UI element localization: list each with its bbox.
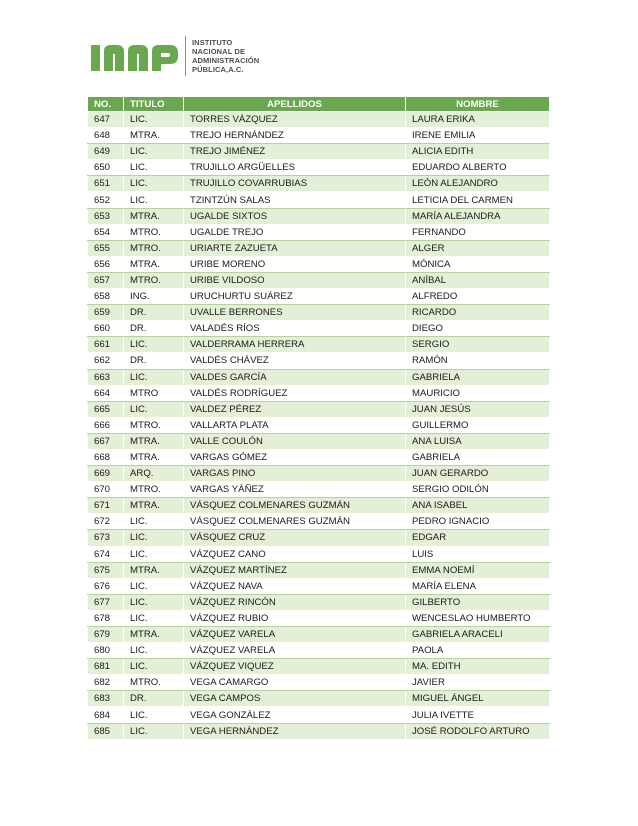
table-row bbox=[88, 594, 550, 610]
cell-nombre: MARÍA ALEJANDRA bbox=[406, 208, 550, 224]
table-row bbox=[88, 723, 550, 739]
cell-no: 672 bbox=[88, 514, 124, 530]
cell-nombre: JULIA IVETTE bbox=[406, 707, 550, 723]
cell-nombre: GILBERTO bbox=[406, 594, 550, 610]
table-row bbox=[88, 112, 550, 128]
cell-titulo: LIC. bbox=[124, 546, 184, 562]
cell-no: 678 bbox=[88, 610, 124, 626]
table-row bbox=[88, 610, 550, 626]
table-row bbox=[88, 498, 550, 514]
cell-nombre: FERNANDO bbox=[406, 224, 550, 240]
cell-no: 669 bbox=[88, 466, 124, 482]
cell-apellidos: VÁZQUEZ RUBIO bbox=[184, 610, 406, 626]
cell-no: 660 bbox=[88, 321, 124, 337]
cell-nombre: JUAN JESÚS bbox=[406, 401, 550, 417]
table-row bbox=[88, 272, 550, 288]
table-row bbox=[88, 401, 550, 417]
cell-no: 666 bbox=[88, 417, 124, 433]
cell-apellidos: VÁZQUEZ CANO bbox=[184, 546, 406, 562]
cell-titulo: MTRA. bbox=[124, 433, 184, 449]
cell-no: 668 bbox=[88, 449, 124, 465]
cell-apellidos: URIBE MORENO bbox=[184, 256, 406, 272]
cell-apellidos: VÁZQUEZ RINCÓN bbox=[184, 594, 406, 610]
cell-no: 657 bbox=[88, 272, 124, 288]
cell-nombre: RAMÓN bbox=[406, 353, 550, 369]
cell-titulo: LIC. bbox=[124, 610, 184, 626]
cell-no: 674 bbox=[88, 546, 124, 562]
cell-apellidos: VÁZQUEZ VIQUEZ bbox=[184, 659, 406, 675]
cell-nombre: RICARDO bbox=[406, 305, 550, 321]
cell-apellidos: VÁSQUEZ COLMENARES GUZMÁN bbox=[184, 498, 406, 514]
cell-titulo: MTRA. bbox=[124, 562, 184, 578]
table-row bbox=[88, 530, 550, 546]
inap-logo-mark bbox=[90, 37, 180, 75]
cell-apellidos: VARGAS GÓMEZ bbox=[184, 449, 406, 465]
cell-no: 675 bbox=[88, 562, 124, 578]
cell-titulo: DR. bbox=[124, 305, 184, 321]
cell-no: 671 bbox=[88, 498, 124, 514]
table-row bbox=[88, 433, 550, 449]
table-row bbox=[88, 240, 550, 256]
table-row bbox=[88, 675, 550, 691]
cell-no: 682 bbox=[88, 675, 124, 691]
table-row bbox=[88, 369, 550, 385]
cell-no: 679 bbox=[88, 627, 124, 643]
cell-titulo: MTRO. bbox=[124, 482, 184, 498]
cell-nombre: GUILLERMO bbox=[406, 417, 550, 433]
cell-apellidos: TRUJILLO COVARRUBIAS bbox=[184, 176, 406, 192]
cell-titulo: LIC. bbox=[124, 176, 184, 192]
cell-titulo: ING. bbox=[124, 289, 184, 305]
cell-nombre: GABRIELA bbox=[406, 449, 550, 465]
cell-no: 659 bbox=[88, 305, 124, 321]
cell-no: 653 bbox=[88, 208, 124, 224]
org-line: PÚBLICA,A.C. bbox=[192, 65, 244, 74]
table-row bbox=[88, 546, 550, 562]
table-row bbox=[88, 707, 550, 723]
cell-no: 658 bbox=[88, 289, 124, 305]
cell-no: 664 bbox=[88, 385, 124, 401]
cell-apellidos: VEGA CAMPOS bbox=[184, 691, 406, 707]
cell-no: 667 bbox=[88, 433, 124, 449]
cell-titulo: LIC. bbox=[124, 401, 184, 417]
table-row bbox=[88, 627, 550, 643]
cell-no: 676 bbox=[88, 578, 124, 594]
column-header-apellidos: APELLIDOS bbox=[184, 97, 406, 112]
cell-no: 680 bbox=[88, 643, 124, 659]
cell-no: 670 bbox=[88, 482, 124, 498]
cell-apellidos: TRUJILLO ARGÜELLES bbox=[184, 160, 406, 176]
table-row bbox=[88, 562, 550, 578]
cell-apellidos: VALDEZ PÉREZ bbox=[184, 401, 406, 417]
cell-apellidos: VÁZQUEZ MARTÍNEZ bbox=[184, 562, 406, 578]
table-row bbox=[88, 353, 550, 369]
cell-titulo: DR. bbox=[124, 691, 184, 707]
cell-titulo: LIC. bbox=[124, 707, 184, 723]
cell-no: 673 bbox=[88, 530, 124, 546]
cell-nombre: DIEGO bbox=[406, 321, 550, 337]
table-row bbox=[88, 643, 550, 659]
cell-nombre: SERGIO ODILÓN bbox=[406, 482, 550, 498]
cell-apellidos: UVALLE BERRONES bbox=[184, 305, 406, 321]
cell-apellidos: URUCHURTU SUÁREZ bbox=[184, 289, 406, 305]
cell-titulo: LIC. bbox=[124, 659, 184, 675]
cell-titulo: LIC. bbox=[124, 192, 184, 208]
table-row bbox=[88, 417, 550, 433]
table-row bbox=[88, 385, 550, 401]
logo-divider bbox=[185, 36, 186, 76]
cell-apellidos: UGALDE SIXTOS bbox=[184, 208, 406, 224]
cell-apellidos: VALDERRAMA HERRERA bbox=[184, 337, 406, 353]
cell-nombre: LETICIA DEL CARMEN bbox=[406, 192, 550, 208]
cell-titulo: LIC. bbox=[124, 530, 184, 546]
cell-apellidos: URIBE VILDOSO bbox=[184, 272, 406, 288]
cell-apellidos: TREJO JIMÉNEZ bbox=[184, 144, 406, 160]
cell-titulo: MTRO. bbox=[124, 240, 184, 256]
table-row bbox=[88, 321, 550, 337]
cell-nombre: ANA ISABEL bbox=[406, 498, 550, 514]
cell-apellidos: TZINTZÚN SALAS bbox=[184, 192, 406, 208]
cell-titulo: LIC. bbox=[124, 723, 184, 739]
cell-titulo: MTRA. bbox=[124, 449, 184, 465]
cell-titulo: MTRA. bbox=[124, 627, 184, 643]
cell-no: 649 bbox=[88, 144, 124, 160]
cell-apellidos: VALLARTA PLATA bbox=[184, 417, 406, 433]
table-row bbox=[88, 514, 550, 530]
cell-nombre: EMMA NOEMÍ bbox=[406, 562, 550, 578]
cell-nombre: ALGER bbox=[406, 240, 550, 256]
cell-titulo: LIC. bbox=[124, 112, 184, 128]
table-row bbox=[88, 289, 550, 305]
column-header-titulo: TITULO bbox=[124, 97, 184, 112]
cell-nombre: MAURICIO bbox=[406, 385, 550, 401]
organization-name bbox=[192, 38, 259, 74]
cell-nombre: JAVIER bbox=[406, 675, 550, 691]
cell-titulo: LIC. bbox=[124, 337, 184, 353]
cell-nombre: ALFREDO bbox=[406, 289, 550, 305]
cell-apellidos: VARGAS YÁÑEZ bbox=[184, 482, 406, 498]
table-row bbox=[88, 449, 550, 465]
participants-table bbox=[87, 96, 550, 740]
cell-apellidos: VÁSQUEZ CRUZ bbox=[184, 530, 406, 546]
cell-titulo: LIC. bbox=[124, 514, 184, 530]
cell-apellidos: TREJO HERNÁNDEZ bbox=[184, 128, 406, 144]
cell-no: 655 bbox=[88, 240, 124, 256]
cell-titulo: MTRO. bbox=[124, 417, 184, 433]
cell-no: 683 bbox=[88, 691, 124, 707]
cell-apellidos: VÁSQUEZ COLMENARES GUZMÁN bbox=[184, 514, 406, 530]
cell-nombre: GABRIELA ARACELI bbox=[406, 627, 550, 643]
cell-no: 677 bbox=[88, 594, 124, 610]
table-row bbox=[88, 659, 550, 675]
cell-no: 647 bbox=[88, 112, 124, 128]
table-row bbox=[88, 224, 550, 240]
cell-apellidos: VEGA GONZÁLEZ bbox=[184, 707, 406, 723]
cell-titulo: MTRO. bbox=[124, 224, 184, 240]
cell-apellidos: URIARTE ZAZUETA bbox=[184, 240, 406, 256]
org-line: INSTITUTO bbox=[192, 38, 233, 47]
cell-nombre: EDUARDO ALBERTO bbox=[406, 160, 550, 176]
cell-no: 651 bbox=[88, 176, 124, 192]
cell-nombre: LAURA ERIKA bbox=[406, 112, 550, 128]
cell-titulo: LIC. bbox=[124, 594, 184, 610]
table-row bbox=[88, 128, 550, 144]
cell-no: 665 bbox=[88, 401, 124, 417]
cell-titulo: LIC. bbox=[124, 643, 184, 659]
table-row bbox=[88, 691, 550, 707]
cell-nombre: WENCESLAO HUMBERTO bbox=[406, 610, 550, 626]
cell-nombre: ANÍBAL bbox=[406, 272, 550, 288]
cell-no: 648 bbox=[88, 128, 124, 144]
cell-titulo: DR. bbox=[124, 353, 184, 369]
table-row bbox=[88, 208, 550, 224]
cell-nombre: LUIS bbox=[406, 546, 550, 562]
table-body bbox=[88, 112, 550, 740]
cell-apellidos: UGALDE TREJO bbox=[184, 224, 406, 240]
cell-apellidos: VALADÉS RÍOS bbox=[184, 321, 406, 337]
cell-apellidos: VÁZQUEZ VARELA bbox=[184, 643, 406, 659]
cell-apellidos: VALDÉS CHÁVEZ bbox=[184, 353, 406, 369]
cell-titulo: LIC. bbox=[124, 144, 184, 160]
cell-titulo: MTRA. bbox=[124, 256, 184, 272]
table-row bbox=[88, 192, 550, 208]
cell-titulo: MTRO bbox=[124, 385, 184, 401]
cell-no: 654 bbox=[88, 224, 124, 240]
cell-apellidos: VÁZQUEZ NAVA bbox=[184, 578, 406, 594]
cell-nombre: EDGAR bbox=[406, 530, 550, 546]
cell-apellidos: VALLE COULÓN bbox=[184, 433, 406, 449]
cell-nombre: LEÓN ALEJANDRO bbox=[406, 176, 550, 192]
cell-no: 656 bbox=[88, 256, 124, 272]
cell-nombre: JOSÉ RODOLFO ARTURO bbox=[406, 723, 550, 739]
cell-nombre: MIGUEL ÁNGEL bbox=[406, 691, 550, 707]
table-row bbox=[88, 337, 550, 353]
cell-nombre: PEDRO IGNACIO bbox=[406, 514, 550, 530]
table-row bbox=[88, 305, 550, 321]
cell-no: 650 bbox=[88, 160, 124, 176]
cell-titulo: MTRO. bbox=[124, 272, 184, 288]
cell-titulo: LIC. bbox=[124, 369, 184, 385]
cell-nombre: PAOLA bbox=[406, 643, 550, 659]
cell-apellidos: TORRES VÁZQUEZ bbox=[184, 112, 406, 128]
table-row bbox=[88, 176, 550, 192]
cell-apellidos: VALDES GARCÍA bbox=[184, 369, 406, 385]
inap-logo bbox=[90, 36, 259, 76]
cell-nombre: MARÍA ELENA bbox=[406, 578, 550, 594]
column-header-no: NO. bbox=[88, 97, 124, 112]
table-header-row bbox=[88, 97, 550, 112]
cell-no: 652 bbox=[88, 192, 124, 208]
cell-titulo: MTRA. bbox=[124, 498, 184, 514]
cell-titulo: DR. bbox=[124, 321, 184, 337]
cell-nombre: SERGIO bbox=[406, 337, 550, 353]
cell-no: 663 bbox=[88, 369, 124, 385]
cell-titulo: LIC. bbox=[124, 578, 184, 594]
cell-no: 661 bbox=[88, 337, 124, 353]
table-row bbox=[88, 144, 550, 160]
org-line: NACIONAL DE bbox=[192, 47, 246, 56]
org-line: ADMINISTRACIÓN bbox=[192, 56, 260, 65]
cell-nombre: ALICIA EDITH bbox=[406, 144, 550, 160]
cell-nombre: MÓNICA bbox=[406, 256, 550, 272]
table-row bbox=[88, 256, 550, 272]
table-row bbox=[88, 578, 550, 594]
cell-nombre: IRENE EMILIA bbox=[406, 128, 550, 144]
table-row bbox=[88, 466, 550, 482]
table-row bbox=[88, 482, 550, 498]
cell-no: 685 bbox=[88, 723, 124, 739]
column-header-nombre: NOMBRE bbox=[406, 97, 550, 112]
cell-apellidos: VEGA HERNÁNDEZ bbox=[184, 723, 406, 739]
cell-titulo: MTRA. bbox=[124, 208, 184, 224]
cell-nombre: JUAN GERARDO bbox=[406, 466, 550, 482]
cell-titulo: MTRA. bbox=[124, 128, 184, 144]
cell-titulo: MTRO. bbox=[124, 675, 184, 691]
cell-apellidos: VÁZQUEZ VARELA bbox=[184, 627, 406, 643]
cell-nombre: MA. EDITH bbox=[406, 659, 550, 675]
cell-apellidos: VALDÉS RODRÍGUEZ bbox=[184, 385, 406, 401]
table-row bbox=[88, 160, 550, 176]
cell-nombre: ANA LUISA bbox=[406, 433, 550, 449]
cell-no: 681 bbox=[88, 659, 124, 675]
cell-titulo: ARQ. bbox=[124, 466, 184, 482]
cell-apellidos: VEGA CAMARGO bbox=[184, 675, 406, 691]
cell-titulo: LIC. bbox=[124, 160, 184, 176]
cell-nombre: GABRIELA bbox=[406, 369, 550, 385]
cell-apellidos: VARGAS PINO bbox=[184, 466, 406, 482]
cell-no: 662 bbox=[88, 353, 124, 369]
cell-no: 684 bbox=[88, 707, 124, 723]
